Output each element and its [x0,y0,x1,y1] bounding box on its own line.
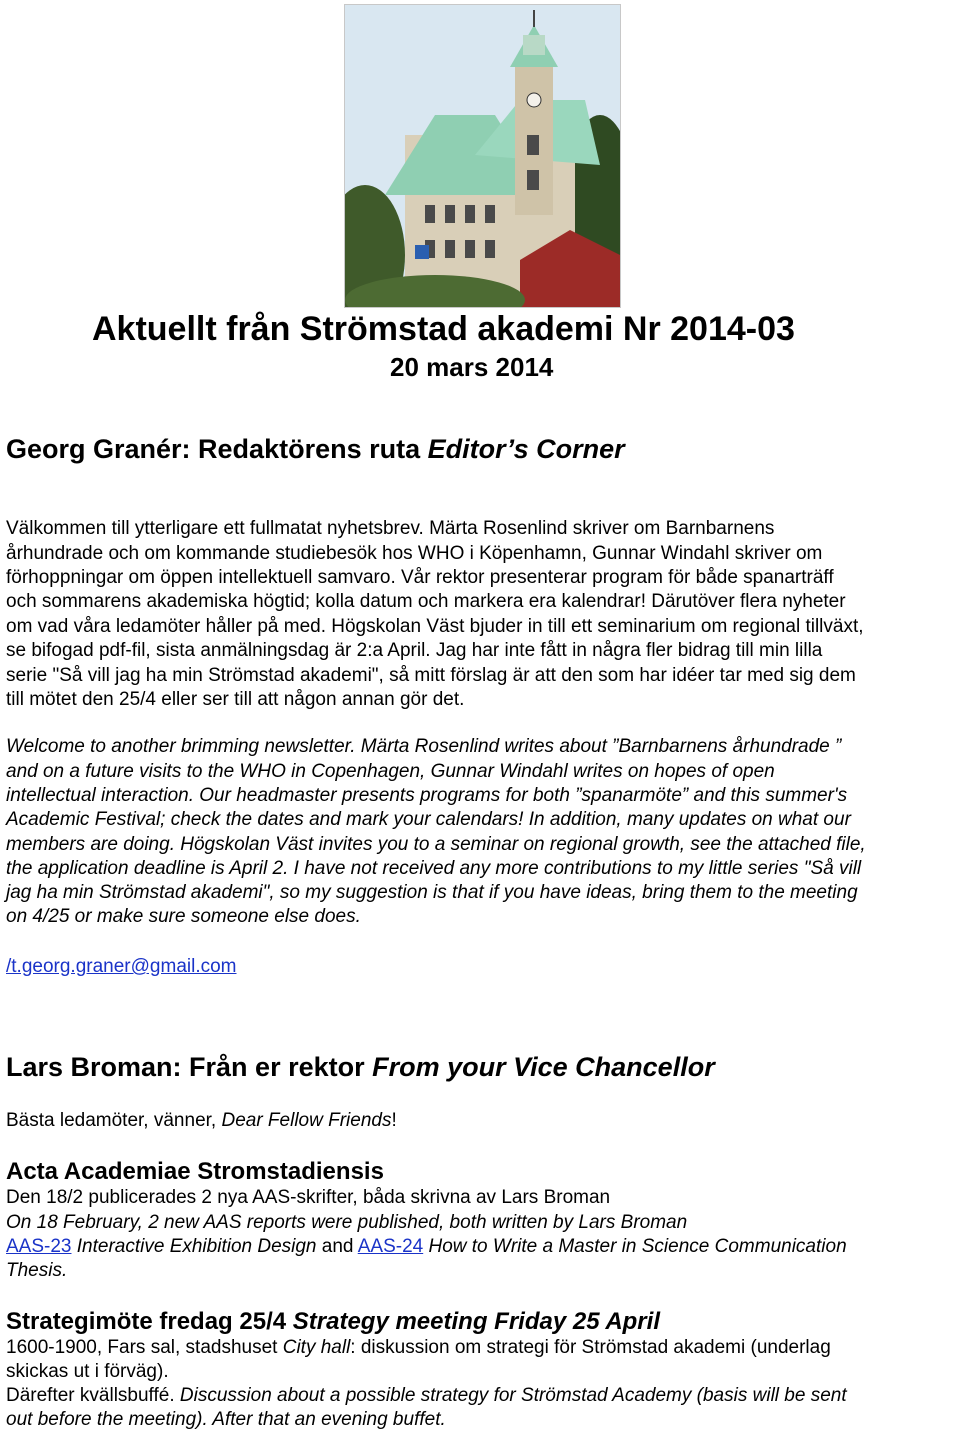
newsletter-date: 20 mars 2014 [390,352,554,382]
newsletter-title: Aktuellt från Strömstad akademi Nr 2014-03 [92,310,795,348]
aas-23-title: Interactive Exhibition Design [71,1236,317,1257]
strategy-line [6,1337,831,1359]
editor-heading [6,434,625,465]
paragraph-line: serie "Så vill jag ha min Strömstad akademi", så mitt förslag är att den som har idéer tar med sig dem [6,665,856,686]
aas-24-link[interactable]: AAS-24 [357,1236,424,1257]
paragraph-line: om vad våra ledamöter håller på med. Högskolan Väst bjuder in till ett seminarium om regional tillväxt, [6,616,864,637]
paragraph-line: till mötet den 25/4 eller ser till att någon annan gör det. [6,689,465,710]
acta-line-sv: Den 18/2 publicerades 2 nya AAS-skrifter, båda skrivna av Lars Broman [6,1187,611,1208]
acta-line-en: On 18 February, 2 new AAS reports were published, both written by Lars Broman [6,1212,688,1233]
paragraph-line: förhoppningar om öppen intellektuell samvaro. Vår rektor presenterar program för både spanarträff [6,567,834,588]
strategy-line: out before the meeting). After that an evening buffet. [6,1409,446,1430]
buffet-sv: Därefter kvällsbuffé. [6,1385,180,1406]
editor-heading-sv: Georg Granér: Redaktörens ruta [6,434,428,464]
aas-24-title: How to Write a Master in Science Communication [423,1236,847,1257]
strategy-en: Discussion about a possible strategy for Strömstad Academy (basis will be sent [179,1385,847,1406]
greeting-sv: Bästa ledamöter, vänner, [6,1110,222,1131]
building-photo-icon [345,5,620,307]
strategy-line: skickas ut i förväg). [6,1361,169,1382]
paragraph-line: Academic Festival; check the dates and mark your calendars! In addition, many updates on what our [6,809,851,830]
paragraph-line: århundrade och om kommande studiebesök hos WHO i Köpenhamn, Gunnar Windahl skriver om [6,543,823,564]
editor-signature-link[interactable] [6,956,237,978]
strategy-heading-sv: Strategimöte fredag 25/4 [6,1308,293,1335]
city-hall-text: City hall [282,1337,351,1358]
greeting-en: Dear Fellow Friends [221,1110,392,1131]
paragraph-line: members are doing. Högskolan Väst invites you to a seminar on regional growth, see the attached file, [6,834,866,855]
email-link[interactable]: /t.georg.graner@gmail.com [6,956,237,977]
strategy-description: : diskussion om strategi för Strömstad akademi (underlag [350,1337,831,1358]
editor-heading-en: Editor’s Corner [427,434,625,464]
paragraph-line: intellectual interaction. Our headmaster presents programs for both ”spanarmöte” and this summer's [6,785,848,806]
paragraph-line: Välkommen till ytterligare ett fullmatat nyhetsbrev. Märta Rosenlind skriver om Barnbarnens [6,518,775,539]
acta-reports-line [6,1236,847,1258]
paragraph-line: och sommarens akademiska högtid; kolla datum och markera era kalendrar! Därutöver flera nyheter [6,591,846,612]
greeting-end: ! [391,1110,397,1131]
strategy-line [6,1385,847,1407]
strategy-heading [6,1308,660,1336]
strategy-heading-en: Strategy meeting Friday 25 April [292,1308,660,1335]
rector-heading [6,1052,715,1083]
aas-24-title-cont: Thesis. [6,1260,68,1281]
paragraph-line: the application deadline is April 2. I have not received any more contributions to my little series "Så vill [6,858,862,879]
rector-heading-sv: Lars Broman: Från er rektor [6,1052,373,1082]
rector-heading-en: From your Vice Chancellor [372,1052,715,1082]
paragraph-line: and on a future visits to the WHO in Copenhagen, Gunnar Windahl writes on hopes of open [6,761,775,782]
paragraph-line: on 4/25 or make sure someone else does. [6,906,361,927]
paragraph-line: Welcome to another brimming newsletter. Märta Rosenlind writes about ”Barnbarnens århundrade ” [6,736,842,757]
and-text: and [316,1236,358,1257]
rector-greeting [6,1110,397,1132]
strategy-time-place: 1600-1900, Fars sal, stadshuset [6,1337,283,1358]
header-photo [344,4,621,308]
paragraph-line: jag ha min Strömstad akademi", so my suggestion is that if you have ideas, bring them to the meeting [6,882,858,903]
aas-23-link[interactable]: AAS-23 [6,1236,72,1257]
acta-heading: Acta Academiae Stromstadiensis [6,1158,384,1185]
paragraph-line: se bifogad pdf-fil, sista anmälningsdag är 2:a April. Jag har inte fått in några fler bidrag till min lilla [6,640,823,661]
